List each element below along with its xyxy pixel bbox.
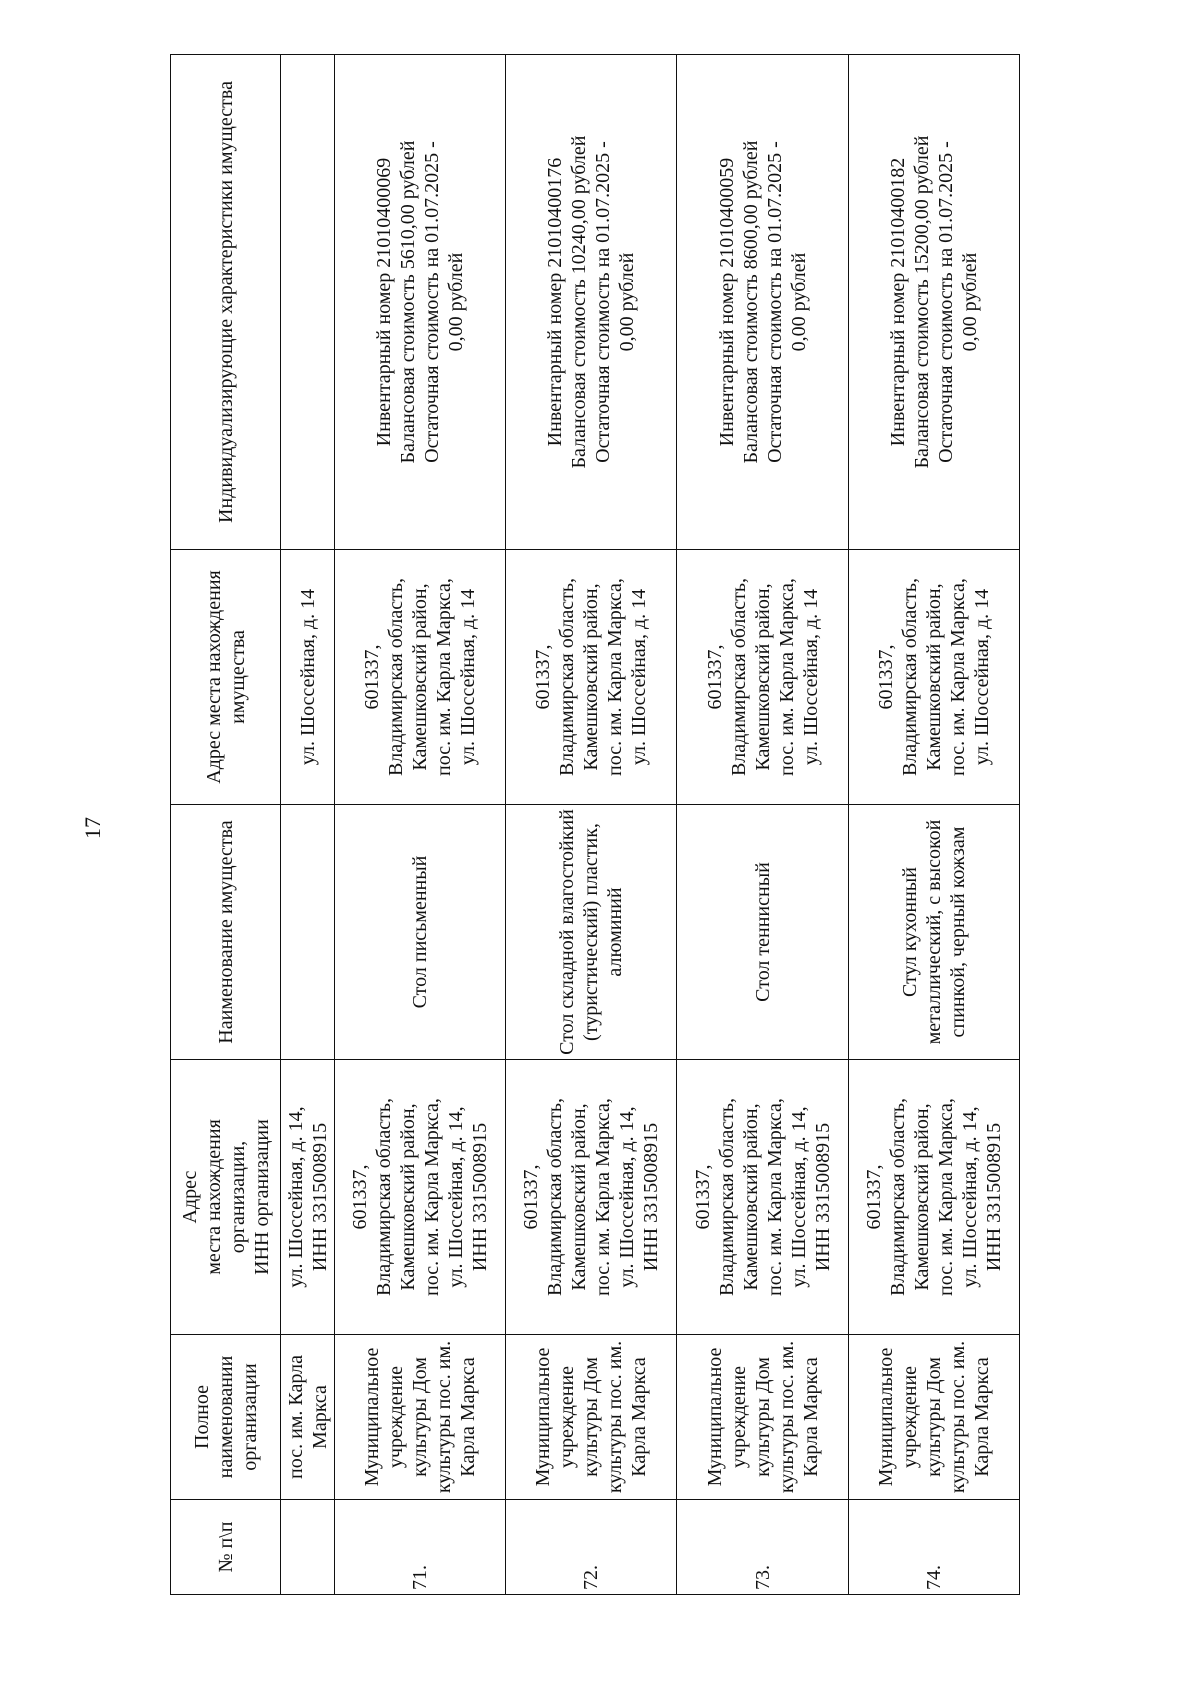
cell-line: Камешковский район, [910,1103,933,1291]
cell-line: ул. Шоссейная, д. 14, [616,1106,639,1288]
cell-property-address [848,550,1019,805]
table-container [170,55,1020,1595]
cell-org-address [506,1060,677,1335]
cell-property-name: Стул кухонный металлический, с высокой спинкой, черный кожзам [848,805,1019,1060]
cell-line: Владимирская область, [727,577,750,777]
cell-line: Остаточная стоимость на 01.07.2025 - [763,141,786,463]
cell-line: Балансовая стоимость 5610,00 рублей [397,140,420,464]
cell-line: ул. Шоссейная, д. 14 [970,588,993,766]
cell-line: ул. Шоссейная, д. 14, [787,1106,810,1288]
table-header-row [171,55,281,1595]
cell-line: Владимирская область, [886,1097,909,1297]
cell-line: Владимирская область, [898,577,921,777]
cell-line: 601337, [349,1164,372,1230]
cell-line: Камешковский район, [409,583,432,771]
cell-line: ул. Шоссейная, д. 14 [799,588,822,766]
cell-line: 601337, [532,644,555,710]
cell-num: 73. [677,1500,848,1595]
header-org-name: Полное наименовании организации [171,1335,281,1500]
cell-line: Инвентарный номер 21010400176 [544,157,567,447]
cell-line: 0,00 рублей [787,252,810,352]
cell-property-name: Стол письменный [335,805,506,1060]
cell-org-address [281,1060,335,1335]
header-num: № п\п [171,1500,281,1595]
cell-line: Владимирская область, [385,577,408,777]
cell-line: Балансовая стоимость 8600,00 рублей [739,140,762,464]
cell-characteristics [506,55,677,550]
header-org-address-line: Адрес [178,1170,201,1224]
cell-line: Камешковский район, [568,1103,591,1291]
header-org-address-line: организации, [226,1140,249,1254]
cell-line: пос. им. Карла Маркса, [946,578,969,776]
cell-line: 0,00 рублей [616,252,639,352]
cell-line: ИНН 3315008915 [640,1122,663,1272]
cell-line: пос. им. Карла Маркса, [604,578,627,776]
table-row-continuation [281,55,335,1595]
cell-property-name: Стол теннисный [677,805,848,1060]
table-row [335,55,506,1595]
cell-line: ИНН 3315008915 [982,1122,1005,1272]
table-rotator [170,55,1020,1595]
cell-line: 0,00 рублей [445,252,468,352]
cell-line: Владимирская область, [544,1097,567,1297]
cell-line: Балансовая стоимость 10240,00 рублей [568,135,591,469]
cell-line: 601337, [874,644,897,710]
cell-org-address [335,1060,506,1335]
cell-characteristics [281,55,335,550]
cell-line: ИНН 3315008915 [811,1122,834,1272]
cell-line: Владимирская область, [715,1097,738,1297]
cell-line: 0,00 рублей [958,252,981,352]
header-property-name: Наименование имущества [171,805,281,1060]
cell-num: 71. [335,1500,506,1595]
cell-line: ул. Шоссейная, д. 14 [457,588,480,766]
cell-line: Инвентарный номер 21010400069 [373,157,396,447]
cell-characteristics [677,55,848,550]
cell-line: ИНН 3315008915 [308,1122,331,1272]
cell-num [281,1500,335,1595]
cell-org-address [848,1060,1019,1335]
cell-property-name [281,805,335,1060]
cell-line: Остаточная стоимость на 01.07.2025 - [934,141,957,463]
cell-line: Камешковский район, [751,583,774,771]
cell-line: пос. им. Карла Маркса, [421,1098,444,1296]
cell-property-address: ул. Шоссейная, д. 14 [281,550,335,805]
table-row [677,55,848,1595]
table-row [848,55,1019,1595]
cell-line: пос. им. Карла Маркса, [934,1098,957,1296]
cell-line: пос. им. Карла Маркса, [763,1098,786,1296]
cell-line: 601337, [691,1164,714,1230]
cell-line: 601337, [862,1164,885,1230]
cell-line: ул. Шоссейная, д. 14, [284,1106,307,1288]
header-org-address [171,1060,281,1335]
cell-line: ИНН 3315008915 [469,1122,492,1272]
cell-line: Владимирская область, [373,1097,396,1297]
cell-line: Камешковский район, [580,583,603,771]
header-org-address-line: места нахождения [202,1119,225,1275]
property-table [170,54,1020,1595]
cell-num: 74. [848,1500,1019,1595]
cell-line: 601337, [703,644,726,710]
cell-property-name: Стол складной влагостойкий (туристический) пластик, алюминий [506,805,677,1060]
cell-line: Камешковский район, [397,1103,420,1291]
cell-org-name: Муниципальное учреждение культуры Дом культуры пос. им. Карла Маркса [506,1335,677,1500]
cell-org-name: пос. им. Карла Маркса [281,1335,335,1500]
cell-line: Инвентарный номер 21010400059 [715,157,738,447]
cell-line: Балансовая стоимость 15200,00 рублей [910,135,933,469]
cell-org-name: Муниципальное учреждение культуры Дом культуры пос. им. Карла Маркса [335,1335,506,1500]
cell-line: ул. Шоссейная, д. 14, [958,1106,981,1288]
cell-line: 601337, [520,1164,543,1230]
cell-characteristics [848,55,1019,550]
cell-line: Инвентарный номер 21010400182 [886,157,909,447]
cell-property-address [335,550,506,805]
cell-property-address [506,550,677,805]
cell-property-address [677,550,848,805]
cell-line: Владимирская область, [556,577,579,777]
cell-line: 601337, [361,644,384,710]
cell-org-name: Муниципальное учреждение культуры Дом культуры пос. им. Карла Маркса [848,1335,1019,1500]
cell-characteristics [335,55,506,550]
cell-line: пос. им. Карла Маркса, [433,578,456,776]
cell-line: ул. Шоссейная, д. 14, [445,1106,468,1288]
cell-line: ул. Шоссейная, д. 14 [628,588,651,766]
cell-line: Камешковский район, [922,583,945,771]
header-org-address-line: ИНН организации [250,1119,273,1275]
cell-line: пос. им. Карла Маркса, [592,1098,615,1296]
cell-org-name: Муниципальное учреждение культуры Дом культуры пос. им. Карла Маркса [677,1335,848,1500]
cell-line: Остаточная стоимость на 01.07.2025 - [592,141,615,463]
cell-num: 72. [506,1500,677,1595]
page-number: 17 [80,817,105,839]
table-body [281,55,1020,1595]
cell-org-address [677,1060,848,1335]
cell-line: Камешковский район, [739,1103,762,1291]
table-row [506,55,677,1595]
header-characteristics: Индивидуализирующие характеристики имущества [171,55,281,550]
cell-line: пос. им. Карла Маркса, [775,578,798,776]
cell-line: Остаточная стоимость на 01.07.2025 - [421,141,444,463]
header-property-address: Адрес места нахождения имущества [171,550,281,805]
